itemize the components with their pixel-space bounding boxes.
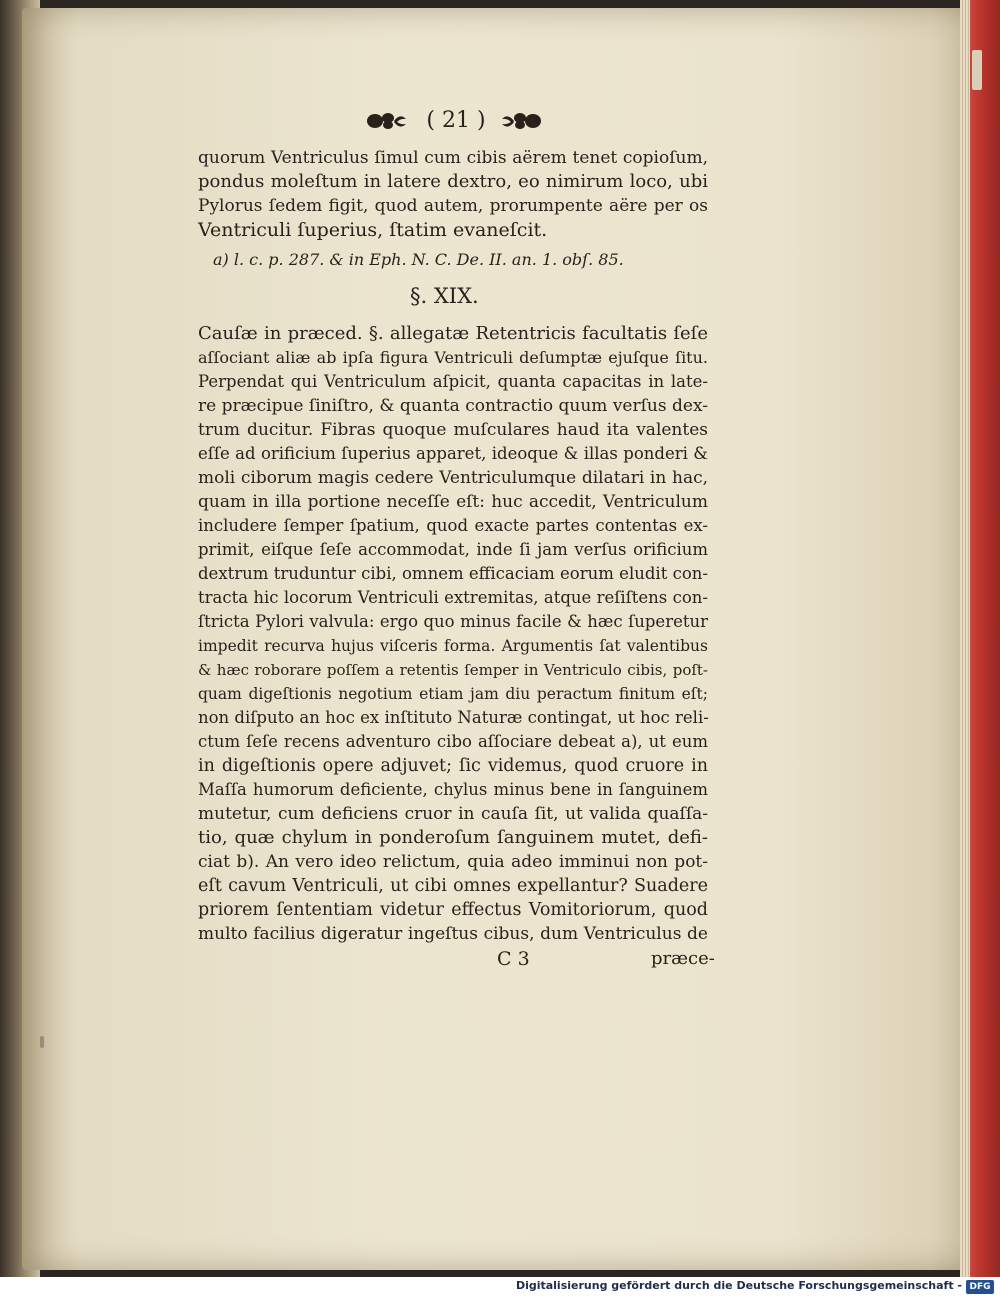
fleuron-left-icon: [366, 110, 408, 132]
text-line: in digeſtionis opere adjuvet; ſic videmus, quod cruore in: [198, 756, 708, 776]
text-line: mutetur, cum deficiens cruor in cauſa ſit, ut valida quaſſa-: [198, 804, 708, 824]
text-line: aſſociant aliæ ab ipſa figura Ventriculi deſumptæ ejuſque ſitu.: [198, 348, 708, 367]
text-line: dextrum truduntur cibi, omnem efficaciam eorum eludit con-: [198, 564, 708, 583]
text-line: tracta hic locorum Ventriculi extremitas, atque reſiſtens con-: [198, 588, 708, 607]
text-line: quorum Ventriculus ſimul cum cibis aërem tenet copioſum,: [198, 148, 708, 168]
text-line: tio, quæ chylum in ponderoſum ſanguinem mutet, defi-: [198, 827, 708, 848]
text-line: moli ciborum magis cedere Ventriculumque dilatari in hac,: [198, 468, 708, 488]
text-line: Maſſa humorum deficiente, chylus minus bene in ſanguinem: [198, 780, 708, 799]
text-line: pondus moleſtum in latere dextro, eo nimirum loco, ubi: [198, 171, 708, 192]
credit-text: Digitalisierung gefördert durch die Deutsche Forschungsgemeinschaft -: [515, 1279, 962, 1292]
text-line: ſtricta Pylori valvula: ergo quo minus facile & hæc ſuperetur: [198, 612, 708, 631]
text-line: & hæc roborare poſſem a retentis ſemper in Ventriculo cibis, poſt-: [198, 661, 708, 679]
text-line: quam in illa portione neceſſe eſt: huc accedit, Ventriculum: [198, 492, 708, 512]
text-line: ciat b). An vero ideo relictum, quia adeo imminui non pot-: [198, 852, 708, 872]
text-line: eſſe ad orificium ſuperius apparet, ideoque & illas ponderi &: [198, 444, 708, 463]
footnote: a) l. c. p. 287. & in Eph. N. C. De. II. an. 1. obſ. 85.: [213, 250, 624, 269]
text-line: non diſputo an hoc ex inſtituto Naturæ contingat, ut hoc reli-: [198, 708, 709, 727]
text-line: primit, eiſque ſeſe accommodat, inde ſi jam verſus orificium: [198, 540, 708, 559]
page-edges: [960, 0, 970, 1277]
text-line: trum ducitur. Fibras quoque muſculares haud ita valentes: [198, 420, 708, 440]
text-line: eſt cavum Ventriculi, ut cibi omnes expellantur? Suadere: [198, 876, 708, 896]
text-line: includere ſemper ſpatium, quod exacte partes contentas ex-: [198, 516, 708, 535]
section-heading: §. XIX.: [410, 284, 479, 308]
text-line: impedit recurva hujus viſceris forma. Argumentis ſat valentibus: [198, 637, 708, 655]
page-tab-marker: [972, 50, 982, 90]
catchword: præce-: [651, 948, 715, 969]
text-line: quam digeſtionis negotium etiam jam diu peractum finitum eſt;: [198, 685, 708, 703]
text-line: multo facilius digeratur ingeſtus cibus, dum Ventriculus de: [198, 924, 708, 944]
text-line: Ventriculi ſuperius, ſtatim evaneſcit.: [198, 219, 548, 241]
text-line: ctum ſeſe recens adventuro cibo aſſociare debeat a), ut eum: [198, 732, 708, 751]
page-header: [366, 106, 546, 136]
text-line: priorem ſententiam videtur effectus Vomitoriorum, quod: [198, 900, 708, 920]
text-line: re præcipue ſiniſtro, & quanta contractio quum verſus dex-: [198, 396, 708, 416]
page-number: ( 21 ): [426, 108, 486, 133]
book-right-edge: [960, 0, 1000, 1277]
text-line: Pylorus ſedem figit, quod autem, prorumpente aëre per os: [198, 196, 708, 216]
dfg-logo[interactable]: DFG: [966, 1280, 994, 1294]
text-line: Perpendat qui Ventriculum aſpicit, quanta capacitas in late-: [198, 372, 708, 391]
fleuron-right-icon: [500, 110, 542, 132]
credit-bar: [0, 1277, 1000, 1297]
margin-mark: [40, 1036, 44, 1048]
text-line: Cauſæ in præced. §. allegatæ Retentricis facultatis ſeſe: [198, 323, 708, 344]
signature-mark: C 3: [497, 948, 530, 970]
